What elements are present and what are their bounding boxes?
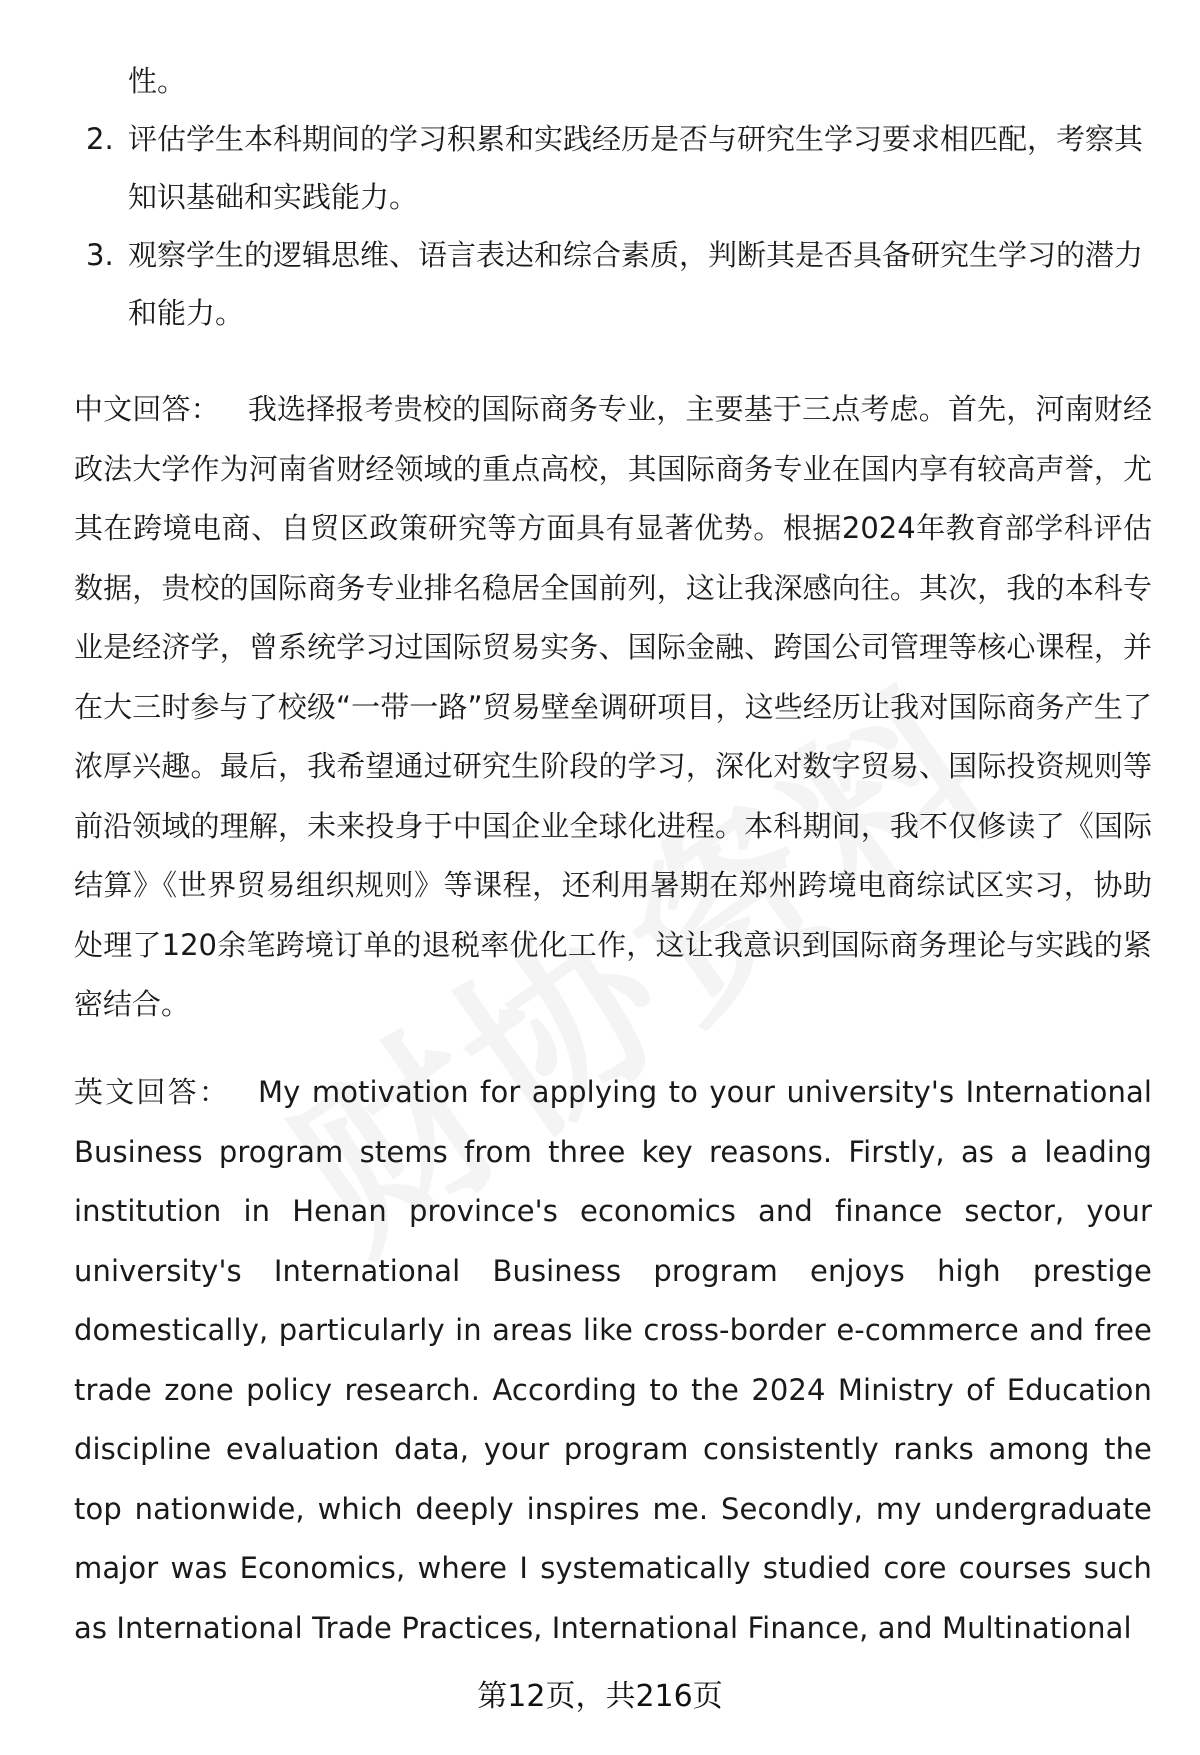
page-number: 第12页，共216页	[477, 1679, 723, 1714]
list-item	[74, 226, 1154, 342]
english-answer-text: My motivation for applying to your university's International Business program stems from three key reasons. Firstly, as a leading institution in Henan province's economics and finance sector, your university's International Business program enjoys high prestige domestically, particularly in areas like cross-border e-commerce and free trade zone policy research. According to the 2024 Ministry of Education discipline evaluation data, your program consistently ranks among the top nationwide, which deeply inspires me. Secondly, my undergraduate major was Economics, where I systematically studied core courses such as International Trade Practices, International Finance, and Multinational	[74, 1075, 1152, 1645]
list-item-continuation	[74, 52, 1154, 110]
criteria-list	[74, 52, 1154, 342]
english-answer-label: 英文回答：	[74, 1075, 231, 1109]
page-footer	[0, 1677, 1200, 1717]
list-item-text: 性。	[128, 64, 187, 98]
list-item-number: 2.	[86, 122, 114, 156]
list-item-text: 观察学生的逻辑思维、语言表达和综合素质，判断其是否具备研究生学习的潜力和能力。	[128, 238, 1144, 330]
chinese-answer-label: 中文回答：	[74, 392, 220, 426]
chinese-answer-paragraph	[74, 380, 1152, 1035]
list-item-number: 3.	[86, 238, 114, 272]
english-answer-paragraph	[74, 1063, 1152, 1658]
list-item-text: 评估学生本科期间的学习积累和实践经历是否与研究生学习要求相匹配，考察其知识基础和实践能力。	[128, 122, 1144, 214]
list-item	[74, 110, 1154, 226]
chinese-answer-text: 我选择报考贵校的国际商务专业，主要基于三点考虑。首先，河南财经政法大学作为河南省财经领域的重点高校，其国际商务专业在国内享有较高声誉，尤其在跨境电商、自贸区政策研究等方面具有显著优势。根据2024年教育部学科评估数据，贵校的国际商务专业排名稳居全国前列，这让我深感向往。其次，我的本科专业是经济学，曾系统学习过国际贸易实务、国际金融、跨国公司管理等核心课程，并在大三时参与了校级“一带一路”贸易壁垒调研项目，这些经历让我对国际商务产生了浓厚兴趣。最后，我希望通过研究生阶段的学习，深化对数字贸易、国际投资规则等前沿领域的理解，未来投身于中国企业全球化进程。本科期间，我不仅修读了《国际结算》《世界贸易组织规则》等课程，还利用暑期在郑州跨境电商综试区实习，协助处理了120余笔跨境订单的退税率优化工作，这让我意识到国际商务理论与实践的紧密结合。	[74, 392, 1152, 1021]
